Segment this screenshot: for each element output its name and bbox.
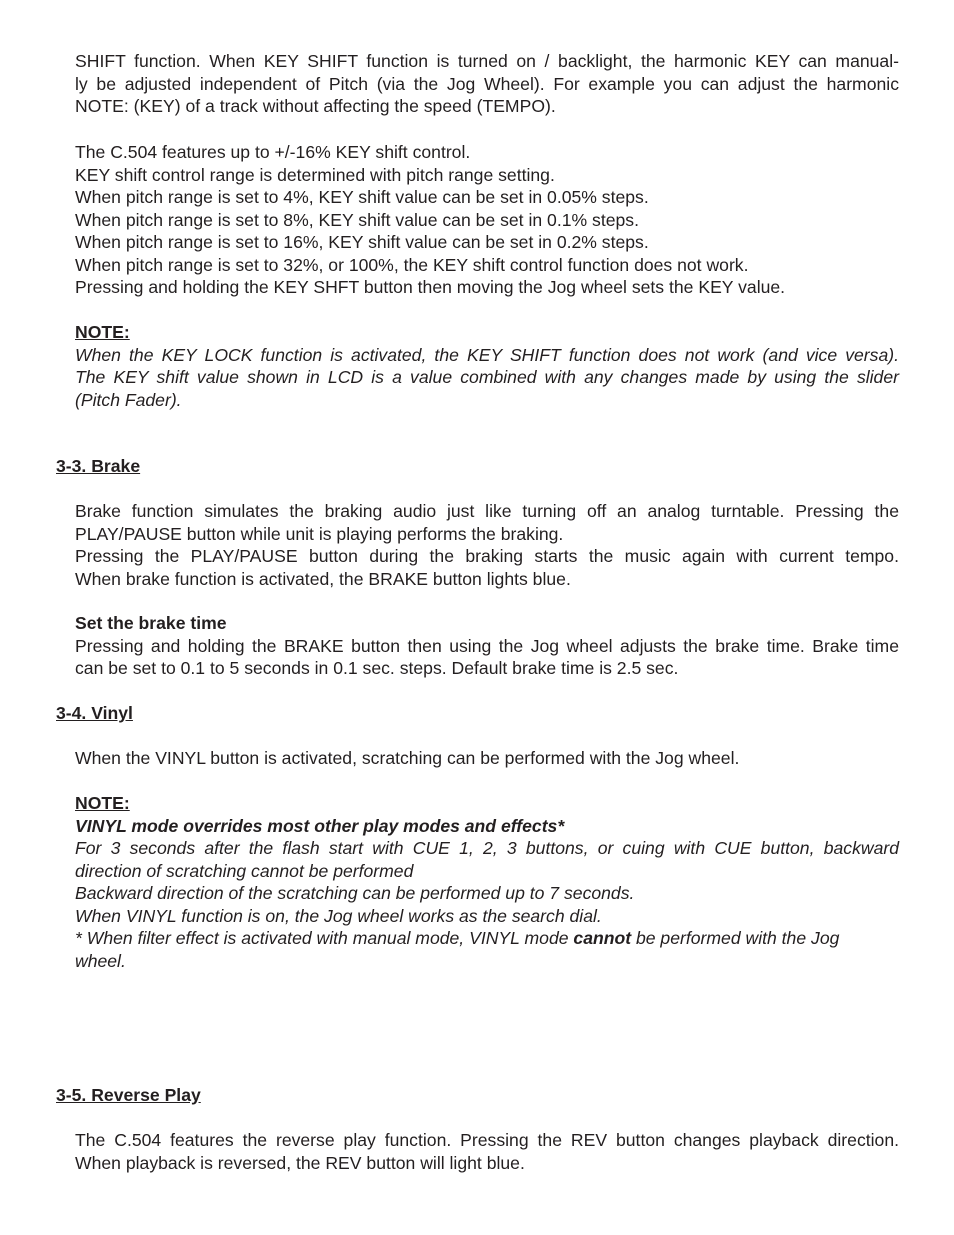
- key-shift-line: KEY shift control range is determined with pitch range setting.: [75, 164, 555, 185]
- key-shift-line: When pitch range is set to 32%, or 100%, the KEY shift control function does not work.: [75, 254, 749, 275]
- section-heading-vinyl: 3-4. Vinyl: [56, 703, 133, 723]
- brake-time-line: Pressing and holding the BRAKE button then using the Jog wheel adjusts the brake time. Brake time: [75, 635, 899, 656]
- reverse-line: The C.504 features the reverse play function. Pressing the REV button changes playback direction.: [75, 1130, 899, 1150]
- key-shift-line: When pitch range is set to 4%, KEY shift value can be set in 0.05% steps.: [75, 187, 649, 207]
- note-line: (Pitch Fader).: [75, 389, 182, 410]
- intro-paragraph: [75, 50, 899, 118]
- note-footnote-line: [75, 927, 899, 950]
- note-line: When the KEY LOCK function is activated, the KEY SHIFT function does not work (and vice versa).: [75, 344, 899, 365]
- note-line: direction of scratching cannot be performed: [75, 860, 414, 881]
- section-heading-brake: 3-3. Brake: [56, 456, 141, 476]
- reverse-line: When playback is reversed, the REV button will light blue.: [75, 1152, 525, 1173]
- key-shift-paragraph: [75, 141, 899, 299]
- brake-line: PLAY/PAUSE button while unit is playing performs the braking.: [75, 523, 564, 544]
- key-shift-line: The C.504 features up to +/-16% KEY shift control.: [75, 142, 471, 162]
- key-shift-line: When pitch range is set to 8%, KEY shift value can be set in 0.1% steps.: [75, 209, 639, 230]
- note-vinyl: [75, 792, 899, 972]
- vinyl-line: When the VINYL button is activated, scratching can be performed with the Jog wheel.: [75, 748, 740, 768]
- brake-line: Brake function simulates the braking audio just like turning off an analog turntable. Pressing the: [75, 501, 899, 521]
- intro-line: ly be adjusted independent of Pitch (via the Jog Wheel). For example you can adjust the harmonic: [75, 73, 899, 94]
- brake-line: When brake function is activated, the BRAKE button lights blue.: [75, 568, 571, 589]
- note-line: The KEY shift value shown in LCD is a value combined with any changes made by using the slider: [75, 367, 899, 387]
- intro-line: SHIFT function. When KEY SHIFT function is turned on / backlight, the harmonic KEY can manual-: [75, 51, 899, 71]
- brake-paragraph: [75, 500, 899, 590]
- brake-time-subheading: Set the brake time: [75, 613, 227, 633]
- brake-time-section: [75, 612, 899, 680]
- key-shift-line: When pitch range is set to 16%, KEY shift value can be set in 0.2% steps.: [75, 232, 649, 252]
- brake-time-line: can be set to 0.1 to 5 seconds in 0.1 sec. steps. Default brake time is 2.5 sec.: [75, 658, 679, 678]
- footnote-bold: cannot: [573, 928, 632, 948]
- reverse-paragraph: [75, 1129, 899, 1174]
- intro-line: NOTE: (KEY) of a track without affecting the speed (TEMPO).: [75, 96, 556, 116]
- note-line: When VINYL function is on, the Jog wheel works as the search dial.: [75, 905, 602, 926]
- key-shift-line: Pressing and holding the KEY SHFT button then moving the Jog wheel sets the KEY value.: [75, 277, 786, 297]
- note-label: NOTE:: [75, 793, 130, 813]
- section-heading-reverse: 3-5. Reverse Play: [56, 1085, 201, 1105]
- note-line: Backward direction of the scratching can be performed up to 7 seconds.: [75, 883, 635, 903]
- note-emphasis: VINYL mode overrides most other play modes and effects*: [75, 815, 565, 836]
- footnote-text: [75, 927, 839, 950]
- note-line: For 3 seconds after the flash start with CUE 1, 2, 3 buttons, or cuing with CUE button, backward: [75, 838, 899, 858]
- note-label: NOTE:: [75, 322, 130, 342]
- footnote-pre: * When filter effect is activated with manual mode, VINYL mode: [75, 928, 574, 948]
- vinyl-paragraph: [75, 747, 899, 770]
- footnote-post: be performed with the Jog: [631, 928, 840, 948]
- note-footnote-end: wheel.: [75, 950, 126, 971]
- note-key-lock: [75, 321, 899, 411]
- brake-line: Pressing the PLAY/PAUSE button during the braking starts the music again with current tempo.: [75, 546, 899, 566]
